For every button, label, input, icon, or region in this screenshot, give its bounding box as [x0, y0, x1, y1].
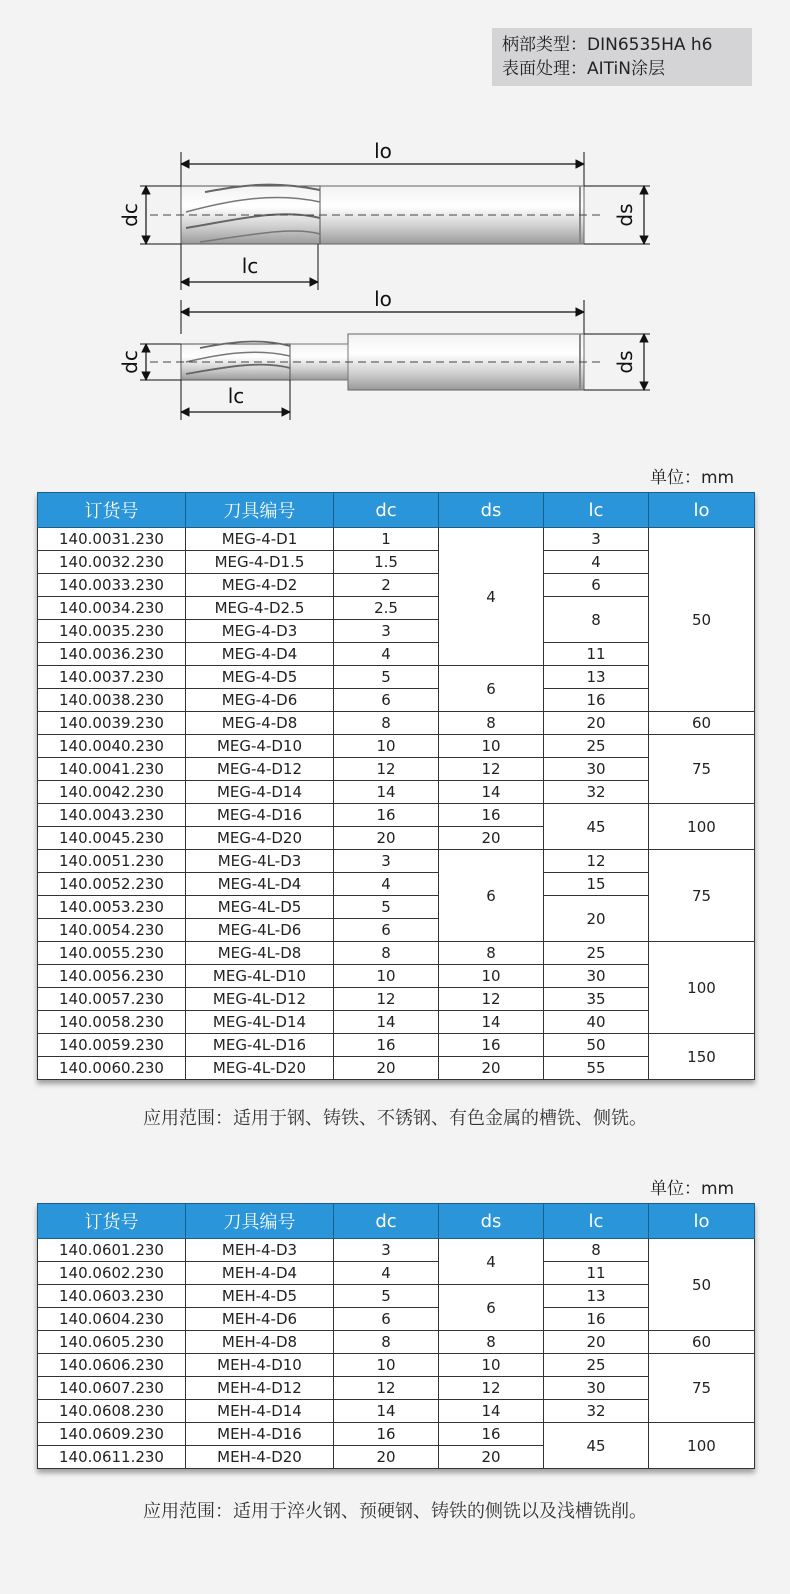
dc-cell: 14: [334, 1400, 439, 1423]
dc-cell: 1: [334, 528, 439, 551]
code-cell: MEG-4-D6: [186, 689, 334, 712]
order-cell: 140.0055.230: [38, 942, 186, 965]
application-note-2: 应用范围：适用于淬火钢、预硬钢、铸铁的侧铣以及浅槽铣削。: [143, 1501, 647, 1522]
lc-cell: 32: [544, 1400, 649, 1423]
table-row: [38, 1354, 755, 1377]
code-cell: MEG-4-D5: [186, 666, 334, 689]
ds-cell: 14: [439, 1011, 544, 1034]
header-cell: lo: [649, 493, 755, 528]
lc-cell: 12: [544, 850, 649, 873]
dc-cell: 8: [334, 942, 439, 965]
lc-cell: 25: [544, 735, 649, 758]
tool-1-ds-label: ds: [613, 203, 637, 227]
code-cell: MEG-4-D2: [186, 574, 334, 597]
dc-cell: 12: [334, 1377, 439, 1400]
header-cell: ds: [439, 493, 544, 528]
table-row: [38, 896, 755, 919]
ds-cell: 8: [439, 1331, 544, 1354]
application-note-1: 应用范围：适用于钢、铸铁、不锈钢、有色金属的槽铣、侧铣。: [143, 1108, 647, 1129]
order-cell: 140.0034.230: [38, 597, 186, 620]
lc-cell: 45: [544, 804, 649, 850]
dc-cell: 8: [334, 1331, 439, 1354]
dc-cell: 16: [334, 1034, 439, 1057]
dc-cell: 3: [334, 850, 439, 873]
ds-cell: 6: [439, 666, 544, 712]
lc-cell: 40: [544, 1011, 649, 1034]
dc-cell: 10: [334, 965, 439, 988]
lc-cell: 3: [544, 528, 649, 551]
code-cell: MEG-4L-D16: [186, 1034, 334, 1057]
tool-1-dc-label: dc: [118, 203, 142, 227]
table-row: [38, 850, 755, 873]
lc-cell: 16: [544, 1308, 649, 1331]
code-cell: MEG-4L-D12: [186, 988, 334, 1011]
header-cell: lo: [649, 1204, 755, 1239]
order-cell: 140.0607.230: [38, 1377, 186, 1400]
lc-cell: 11: [544, 643, 649, 666]
lc-cell: 15: [544, 873, 649, 896]
dc-cell: 10: [334, 735, 439, 758]
table-row: [38, 965, 755, 988]
ds-cell: 20: [439, 1057, 544, 1080]
order-cell: 140.0609.230: [38, 1423, 186, 1446]
ds-cell: 16: [439, 804, 544, 827]
ds-cell: 16: [439, 1034, 544, 1057]
ds-cell: 14: [439, 1400, 544, 1423]
dc-cell: 20: [334, 1446, 439, 1469]
ds-cell: 6: [439, 1285, 544, 1331]
table-row: [38, 1331, 755, 1354]
table-row: [38, 942, 755, 965]
ds-cell: 10: [439, 735, 544, 758]
tool-2-dc-label: dc: [118, 350, 142, 374]
code-cell: MEH-4-D3: [186, 1239, 334, 1262]
table-row: [38, 1011, 755, 1034]
tool-2-drawing: [118, 287, 650, 420]
header-cell: 刀具编号: [186, 493, 334, 528]
table-row: [38, 1423, 755, 1446]
order-cell: 140.0042.230: [38, 781, 186, 804]
dc-cell: 14: [334, 781, 439, 804]
lo-cell: 75: [649, 850, 755, 942]
order-cell: 140.0602.230: [38, 1262, 186, 1285]
ds-cell: 12: [439, 758, 544, 781]
lc-cell: 4: [544, 551, 649, 574]
order-cell: 140.0611.230: [38, 1446, 186, 1469]
lc-cell: 20: [544, 1331, 649, 1354]
code-cell: MEH-4-D5: [186, 1285, 334, 1308]
table-row: [38, 804, 755, 827]
table-row: [38, 689, 755, 712]
table-row: [38, 666, 755, 689]
ds-cell: 12: [439, 1377, 544, 1400]
tool-1-drawing: [118, 139, 650, 290]
lc-cell: 11: [544, 1262, 649, 1285]
dc-cell: 4: [334, 1262, 439, 1285]
code-cell: MEG-4L-D6: [186, 919, 334, 942]
tool-2-lc-label: lc: [227, 384, 245, 408]
tool-1-lc-label: lc: [241, 254, 259, 278]
table-row: [38, 758, 755, 781]
order-cell: 140.0057.230: [38, 988, 186, 1011]
code-cell: MEG-4L-D10: [186, 965, 334, 988]
table-row: [38, 988, 755, 1011]
dc-cell: 8: [334, 712, 439, 735]
header-cell: 刀具编号: [186, 1204, 334, 1239]
spec-table-2: [37, 1203, 755, 1469]
ds-cell: 12: [439, 988, 544, 1011]
lo-cell: 100: [649, 804, 755, 850]
order-cell: 140.0039.230: [38, 712, 186, 735]
table-row: [38, 1377, 755, 1400]
lo-cell: 100: [649, 942, 755, 1034]
lc-cell: 30: [544, 1377, 649, 1400]
ds-cell: 4: [439, 528, 544, 666]
dc-cell: 16: [334, 804, 439, 827]
table-row: [38, 1308, 755, 1331]
code-cell: MEG-4-D1: [186, 528, 334, 551]
dc-cell: 12: [334, 988, 439, 1011]
dc-cell: 3: [334, 1239, 439, 1262]
order-cell: 140.0040.230: [38, 735, 186, 758]
ds-cell: 10: [439, 965, 544, 988]
order-cell: 140.0038.230: [38, 689, 186, 712]
table-row: [38, 1057, 755, 1080]
lo-cell: 60: [649, 712, 755, 735]
table-header: [38, 1204, 755, 1239]
order-cell: 140.0060.230: [38, 1057, 186, 1080]
lo-cell: 75: [649, 1354, 755, 1423]
header-cell: dc: [334, 1204, 439, 1239]
table-row: [38, 1262, 755, 1285]
dc-cell: 4: [334, 873, 439, 896]
dc-cell: 5: [334, 1285, 439, 1308]
code-cell: MEG-4L-D5: [186, 896, 334, 919]
code-cell: MEH-4-D16: [186, 1423, 334, 1446]
lc-cell: 55: [544, 1057, 649, 1080]
dc-cell: 6: [334, 689, 439, 712]
code-cell: MEG-4L-D4: [186, 873, 334, 896]
end-mill-diagram: [0, 130, 790, 430]
dc-cell: 3: [334, 620, 439, 643]
ds-cell: 14: [439, 781, 544, 804]
lc-cell: 25: [544, 942, 649, 965]
header-cell: 订货号: [38, 1204, 186, 1239]
lo-cell: 50: [649, 1239, 755, 1331]
lc-cell: 20: [544, 712, 649, 735]
order-cell: 140.0605.230: [38, 1331, 186, 1354]
code-cell: MEG-4-D16: [186, 804, 334, 827]
code-cell: MEG-4L-D8: [186, 942, 334, 965]
ds-cell: 8: [439, 942, 544, 965]
table-row: [38, 873, 755, 896]
code-cell: MEG-4-D14: [186, 781, 334, 804]
lc-cell: 13: [544, 666, 649, 689]
lc-cell: 32: [544, 781, 649, 804]
dc-cell: 10: [334, 1354, 439, 1377]
code-cell: MEH-4-D6: [186, 1308, 334, 1331]
dc-cell: 20: [334, 827, 439, 850]
ds-cell: 20: [439, 827, 544, 850]
lc-cell: 6: [544, 574, 649, 597]
table-row: [38, 1285, 755, 1308]
tool-1-lo-label: lo: [374, 139, 392, 163]
order-cell: 140.0052.230: [38, 873, 186, 896]
lc-cell: 16: [544, 689, 649, 712]
dc-cell: 12: [334, 758, 439, 781]
dc-cell: 4: [334, 643, 439, 666]
order-cell: 140.0603.230: [38, 1285, 186, 1308]
header-cell: ds: [439, 1204, 544, 1239]
lc-cell: 13: [544, 1285, 649, 1308]
order-cell: 140.0032.230: [38, 551, 186, 574]
code-cell: MEG-4-D8: [186, 712, 334, 735]
code-cell: MEG-4-D2.5: [186, 597, 334, 620]
table-row: [38, 551, 755, 574]
lc-cell: 45: [544, 1423, 649, 1469]
code-cell: MEG-4-D4: [186, 643, 334, 666]
code-cell: MEG-4-D10: [186, 735, 334, 758]
order-cell: 140.0033.230: [38, 574, 186, 597]
dc-cell: 6: [334, 919, 439, 942]
header-cell: dc: [334, 493, 439, 528]
code-cell: MEG-4-D20: [186, 827, 334, 850]
lc-cell: 30: [544, 965, 649, 988]
code-cell: MEH-4-D20: [186, 1446, 334, 1469]
lo-cell: 50: [649, 528, 755, 712]
dc-cell: 5: [334, 666, 439, 689]
order-cell: 140.0056.230: [38, 965, 186, 988]
table-row: [38, 1034, 755, 1057]
order-cell: 140.0606.230: [38, 1354, 186, 1377]
order-cell: 140.0045.230: [38, 827, 186, 850]
code-cell: MEH-4-D4: [186, 1262, 334, 1285]
lc-cell: 8: [544, 597, 649, 643]
code-cell: MEH-4-D10: [186, 1354, 334, 1377]
lc-cell: 25: [544, 1354, 649, 1377]
lo-cell: 75: [649, 735, 755, 804]
dc-cell: 2.5: [334, 597, 439, 620]
order-cell: 140.0608.230: [38, 1400, 186, 1423]
lo-cell: 150: [649, 1034, 755, 1080]
lo-cell: 100: [649, 1423, 755, 1469]
coating-label: 表面处理：AITiN涂层: [502, 59, 665, 79]
table-row: [38, 735, 755, 758]
lc-cell: 30: [544, 758, 649, 781]
code-cell: MEG-4L-D20: [186, 1057, 334, 1080]
table-row: [38, 597, 755, 620]
unit-label-1: 单位：mm: [650, 468, 735, 488]
code-cell: MEG-4-D3: [186, 620, 334, 643]
dc-cell: 1.5: [334, 551, 439, 574]
order-cell: 140.0043.230: [38, 804, 186, 827]
order-cell: 140.0037.230: [38, 666, 186, 689]
order-cell: 140.0604.230: [38, 1308, 186, 1331]
table-row: [38, 1400, 755, 1423]
ds-cell: 16: [439, 1423, 544, 1446]
table-row: [38, 574, 755, 597]
unit-label-2: 单位：mm: [650, 1179, 735, 1199]
order-cell: 140.0035.230: [38, 620, 186, 643]
dc-cell: 20: [334, 1057, 439, 1080]
order-cell: 140.0053.230: [38, 896, 186, 919]
tool-2-lo-label: lo: [374, 287, 392, 311]
table-row: [38, 643, 755, 666]
ds-cell: 4: [439, 1239, 544, 1285]
dc-cell: 16: [334, 1423, 439, 1446]
spec-box: [492, 28, 752, 86]
dc-cell: 14: [334, 1011, 439, 1034]
order-cell: 140.0059.230: [38, 1034, 186, 1057]
lc-cell: 8: [544, 1239, 649, 1262]
table-header: [38, 493, 755, 528]
order-cell: 140.0054.230: [38, 919, 186, 942]
order-cell: 140.0036.230: [38, 643, 186, 666]
header-cell: 订货号: [38, 493, 186, 528]
dc-cell: 6: [334, 1308, 439, 1331]
order-cell: 140.0058.230: [38, 1011, 186, 1034]
lo-cell: 60: [649, 1331, 755, 1354]
lc-cell: 35: [544, 988, 649, 1011]
ds-cell: 20: [439, 1446, 544, 1469]
dc-cell: 5: [334, 896, 439, 919]
order-cell: 140.0051.230: [38, 850, 186, 873]
ds-cell: 8: [439, 712, 544, 735]
table-row: [38, 712, 755, 735]
header-cell: lc: [544, 1204, 649, 1239]
order-cell: 140.0041.230: [38, 758, 186, 781]
shank-type-label: 柄部类型：DIN6535HA h6: [502, 35, 713, 55]
dc-cell: 2: [334, 574, 439, 597]
code-cell: MEG-4-D12: [186, 758, 334, 781]
code-cell: MEG-4L-D3: [186, 850, 334, 873]
order-cell: 140.0601.230: [38, 1239, 186, 1262]
ds-cell: 10: [439, 1354, 544, 1377]
code-cell: MEG-4-D1.5: [186, 551, 334, 574]
ds-cell: 6: [439, 850, 544, 942]
code-cell: MEH-4-D12: [186, 1377, 334, 1400]
table-row: [38, 781, 755, 804]
code-cell: MEH-4-D14: [186, 1400, 334, 1423]
table-row: [38, 528, 755, 551]
table-row: [38, 1239, 755, 1262]
tool-2-ds-label: ds: [613, 350, 637, 374]
order-cell: 140.0031.230: [38, 528, 186, 551]
code-cell: MEH-4-D8: [186, 1331, 334, 1354]
lc-cell: 20: [544, 896, 649, 942]
header-cell: lc: [544, 493, 649, 528]
spec-table-1: [37, 492, 755, 1080]
lc-cell: 50: [544, 1034, 649, 1057]
code-cell: MEG-4L-D14: [186, 1011, 334, 1034]
